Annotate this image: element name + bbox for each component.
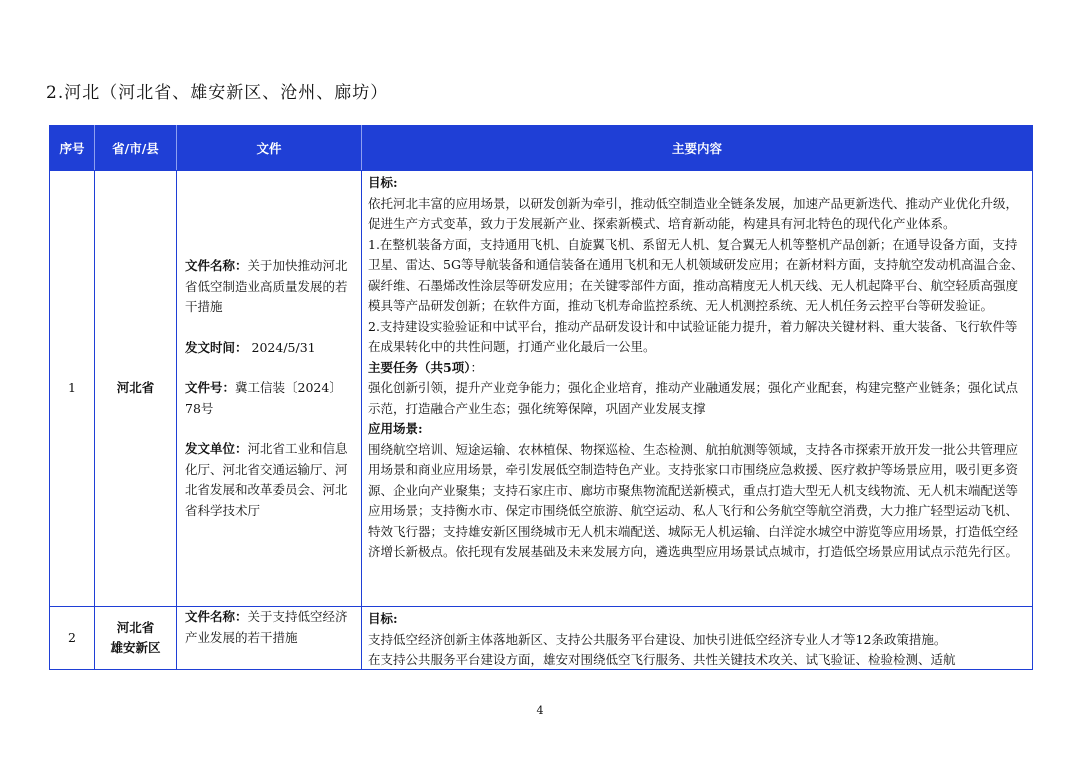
file-name-block: 文件名称：关于加快推动河北省低空制造业高质量发展的若干措施 (185, 258, 348, 314)
goal-text: 支持低空经济创新主体落地新区、支持公共服务平台建设、加快引进低空经济专业人才等12条政策措施。 (368, 631, 947, 647)
table-row (50, 171, 1033, 607)
tasks-heading-line: 主要任务（共5项）： (368, 359, 483, 375)
section-title: 2.河北（河北省、雄安新区、沧州、廊坊） (46, 83, 389, 103)
header-content: 主要内容 (362, 126, 1033, 171)
doc-number: 冀工信装〔2024〕78号 (185, 380, 342, 416)
goal-text-continued: 在支持公共服务平台建设方面，雄安对围绕低空飞行服务、共性关键技术攻关、试飞验证、检验检测、适航 (368, 652, 956, 667)
row-content (362, 171, 1033, 607)
header-document: 文件 (177, 126, 362, 171)
policy-table (49, 125, 1033, 670)
doc-number-block: 文件号：冀工信装〔2024〕78号 (185, 380, 342, 416)
goal-heading: 目标: (368, 175, 398, 190)
goal-item-1: 1.在整机装备方面，支持通用飞机、自旋翼飞机、系留无人机、复合翼无人机等整机产品创新；在通导设备方面，支持卫星、雷达、5G等导航装备和通信装备在通用飞机和无人机领域研发应用；在新材料方面，支持航空发动机高温合金、碳纤维、石墨烯改性涂层等研发应用；在关键零部件方面，推动高精度无人机天线、无人机起降平台、航空轻质高强度模具等产品研发创新；在软件方面，推动飞机寿命监控系统、无人机测控系统、无人机任务云控平台等研发验证。 (368, 236, 1024, 313)
issuer: 河北省工业和信息化厅、河北省交通运输厅、河北省发展和改革委员会、河北省科学技术厅 (185, 441, 348, 518)
row-index: 1 (50, 171, 95, 607)
header-region: 省/市/县 (95, 126, 177, 171)
row-content (362, 607, 1033, 670)
row-index: 2 (50, 607, 95, 670)
tasks-heading: 主要任务（共5项） (368, 359, 471, 375)
page-number: 4 (536, 704, 544, 717)
issuer-block: 发文单位：河北省工业和信息化厅、河北省交通运输厅、河北省发展和改革委员会、河北省科学技术厅 (185, 441, 348, 518)
region-line-1: 河北省 (116, 619, 155, 635)
scenes-heading: 应用场景: (368, 421, 423, 436)
table-header-row (50, 126, 1033, 171)
goal-text: 依托河北丰富的应用场景，以研发创新为牵引，推动低空制造业全链条发展，加速产品更新迭代、推动产业优化升级，促进生产方式变革，致力于发展新产业、探索新模式、培育新动能，构建具有河北特色的现代化产业体系。 (368, 195, 1019, 231)
tasks-text: 强化创新引领，提升产业竞争能力；强化企业培育，推动产业融通发展；强化产业配套，构建完整产业链条；强化试点示范，打造融合产业生态；强化统筹保障，巩固产业发展支撑 (368, 380, 1019, 416)
header-index: 序号 (50, 126, 95, 171)
scenes-text: 围绕航空培训、短途运输、农林植保、物探巡检、生态检测、航拍航测等领域，支持各市探索开放开发一批公共管理应用场景和商业应用场景，牵引发展低空制造特色产业。支持张家口市围绕应急救援、医疗救护等场景应用，吸引更多资源、企业向产业聚集；支持石家庄市、廊坊市聚焦物流配送新模式，重点打造大型无人机支线物流、无人机末端配送等应用场景；支持衡水市、保定市围绕低空旅游、航空运动、私人飞行和公务航空等航空消费，大力推广轻型运动飞机、特效飞行器；支持雄安新区围绕城市无人机末端配送、城际无人机运输、白洋淀水城空中游览等应用场景，打造低空经济增长新极点。依托现有发展基础及未来发展方向，遴选典型应用场景试点城市，打造低空场景应用试点示范先行区。 (368, 441, 1019, 559)
row-document (177, 171, 362, 607)
goal-item-2: 2.支持建设实验验证和中试平台，推动产品研发设计和中试验证能力提升，着力解决关键材料、重大装备、飞行软件等在成果转化中的共性问题，打通产业化最后一公里。 (368, 318, 1018, 354)
issue-date: 2024/5/31 (251, 339, 316, 355)
file-name: 关于加快推动河北省低空制造业高质量发展的若干措施 (185, 258, 348, 314)
row-region (95, 607, 177, 670)
issue-date-block: 发文时间： 2024/5/31 (185, 339, 316, 355)
row-region: 河北省 (95, 171, 177, 607)
goal-heading: 目标: (368, 611, 398, 626)
file-name: 关于支持低空经济产业发展的若干措施 (185, 609, 348, 645)
region-line-2: 雄安新区 (110, 640, 161, 655)
table-row (50, 607, 1033, 670)
row-document: 文件名称：关于支持低空经济产业发展的若干措施 (177, 607, 362, 670)
